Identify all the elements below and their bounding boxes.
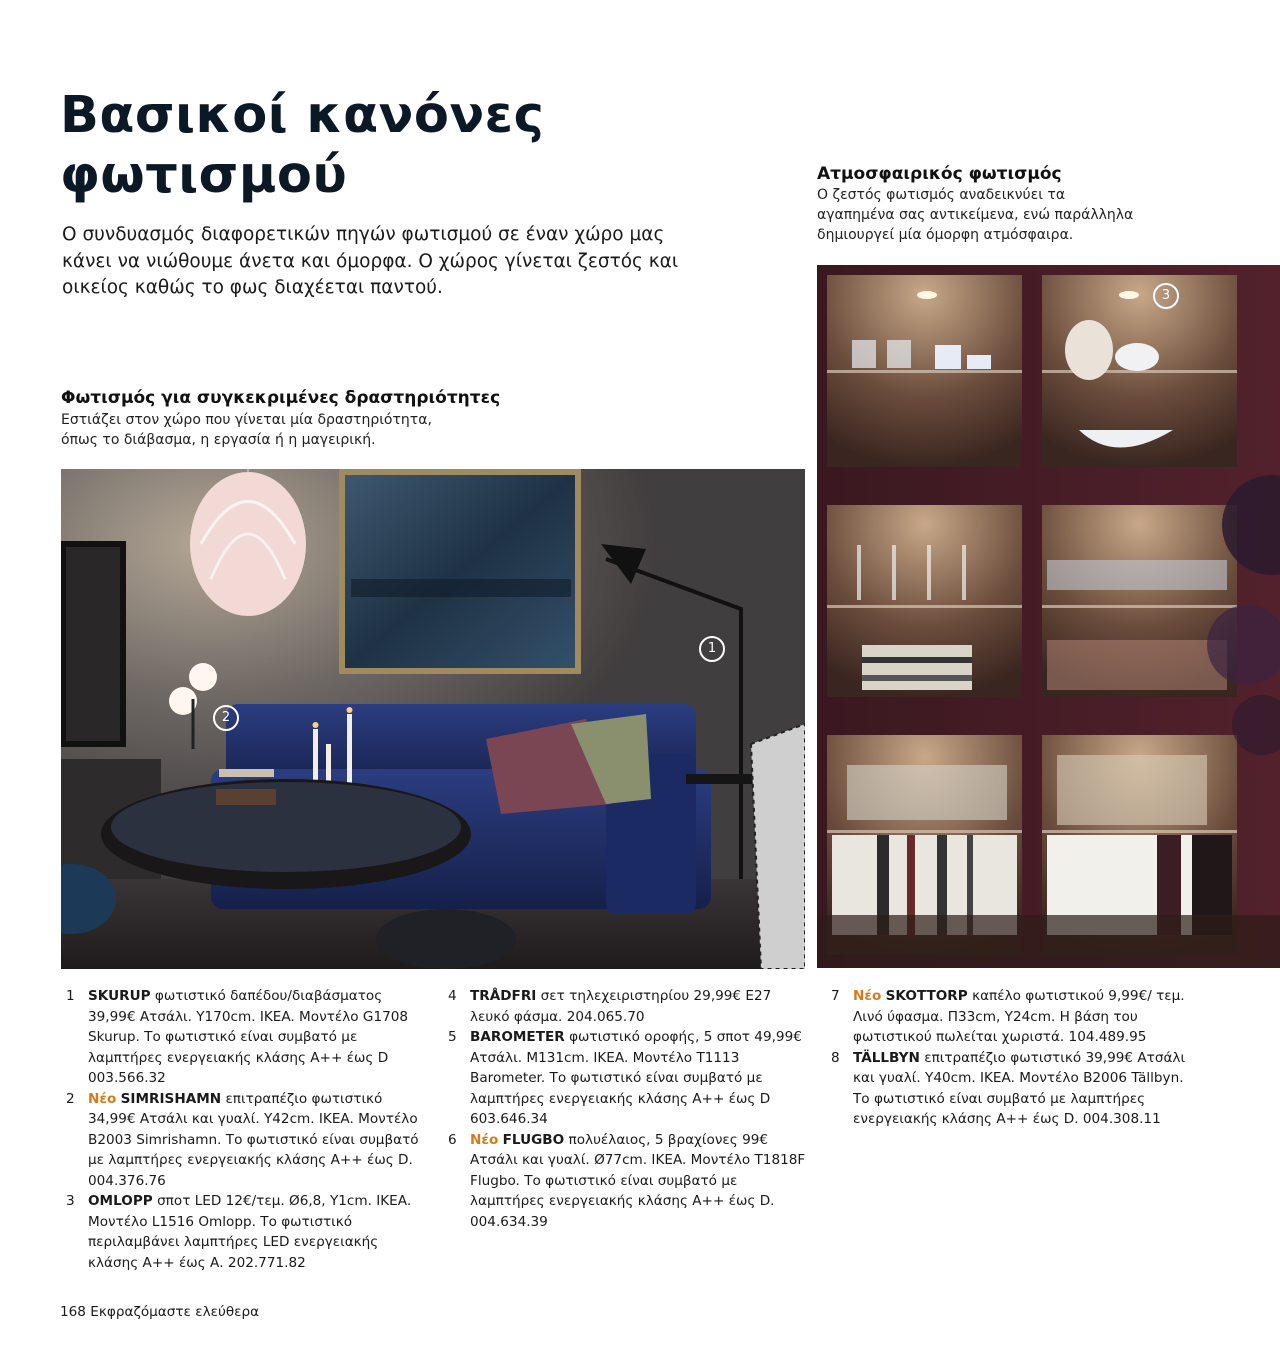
product-description: καπέλο φωτιστικού 9,99€/ τεμ. Λινό ύφασμα. Π33cm, Υ24cm. Η βάση του φωτιστικού πωλείται χωριστά. 104.489.95 bbox=[853, 988, 1185, 1045]
section-name: Εκφραζόμαστε ελεύθερα bbox=[90, 1304, 260, 1320]
intro-paragraph: Ο συνδυασμός διαφορετικών πηγών φωτισμού σε έναν χώρο μας κάνει να νιώθουμε άνετα και όμορφα. Ο χώρος γίνεται ζεστός και οικείος καθώς το φως διαχέεται παντού. bbox=[62, 224, 679, 298]
product-description: επιτραπέζιο φωτιστικό 39,99€ Ατσάλι και γυαλί. Υ40cm. IKEA. Μοντέλο B2006 Tällbyn. Το φωτιστικό είναι συμβατό με λαμπτήρες ενεργειακής κλάσης Α++ έως D. 004.308.11 bbox=[853, 1049, 1186, 1127]
product-list-column-2 bbox=[444, 986, 810, 1232]
task-lighting-description bbox=[61, 410, 432, 450]
product-list-column-1 bbox=[62, 986, 430, 1273]
product-description: επιτραπέζιο φωτιστικό 34,99€ Ατσάλι και γυαλί. Υ42cm. IKEA. Μοντέλο B2003 Simrishamn. Το φωτιστικό είναι συμβατό με λαμπτήρες ενεργειακής κλάσης Α++ έως D. 004.376.76 bbox=[88, 1090, 419, 1189]
new-badge: Νέο bbox=[88, 1090, 117, 1107]
product-number: 6 bbox=[448, 1131, 457, 1148]
product-name: TRÅDFRI bbox=[470, 988, 537, 1004]
ambient-lighting-description-line-3: δημιουργεί μία όμορφη ατμόσφαιρα. bbox=[817, 227, 1074, 243]
task-lighting-description-line-1: Εστιάζει στον χώρο που γίνεται μία δραστηριότητα, bbox=[61, 412, 432, 428]
product-name: SKOTTORP bbox=[885, 988, 968, 1004]
product-description: φωτιστικό οροφής, 5 σποτ 49,99€ Ατσάλι. M131cm. IKEA. Μοντέλο T1113 Barometer. Το φωτιστικό είναι συμβατό με λαμπτήρες ενεργειακής κλάσης Α++ έως D 603.646.34 bbox=[470, 1029, 802, 1127]
product-number: 4 bbox=[448, 988, 457, 1004]
product-number: 8 bbox=[831, 1049, 840, 1066]
product-item bbox=[444, 1027, 810, 1130]
ambient-lighting-heading: Ατμοσφαιρικός φωτισμός bbox=[817, 164, 1062, 184]
product-description: σποτ LED 12€/τεμ. Ø6,8, Y1cm. IKEA. Μοντέλο L1516 Omlopp. Το φωτιστικό περιλαμβάνει λαμπτήρες LED ενεργειακής κλάσης Α++ έως Α. 202.771.82 bbox=[88, 1193, 412, 1271]
product-name: SIMRISHAMN bbox=[120, 1090, 222, 1107]
product-number: 7 bbox=[831, 988, 840, 1004]
product-item bbox=[827, 986, 1187, 1048]
product-description: φωτιστικό δαπέδου/διαβάσματος 39,99€ Ατσάλι. Υ170cm. IKEA. Μοντέλο G1708 Skurup. Το φωτιστικό είναι συμβατό με λαμπτήρες ενεργειακής κλάσης Α++ έως D 003.566.32 bbox=[88, 988, 409, 1086]
page-title-line-2: φωτισμού bbox=[60, 146, 348, 205]
ambient-lighting-description bbox=[817, 185, 1133, 245]
living-room-photo bbox=[61, 469, 805, 969]
page-title-line-1: Βασικοί κανόνες bbox=[60, 86, 545, 145]
product-item bbox=[62, 1191, 430, 1273]
product-number: 5 bbox=[448, 1029, 457, 1045]
display-cabinet-photo bbox=[817, 265, 1280, 968]
task-lighting-heading: Φωτισμός για συγκεκριμένες δραστηριότητες bbox=[61, 388, 501, 408]
product-description: πολυέλαιος, 5 βραχίονες 99€ Ατσάλι και γυαλί. Ø77cm. IKEA. Μοντέλο T1818F Flugbo. Το φωτιστικό είναι συμβατό με λαμπτήρες ενεργειακής κλάσης Α++ έως D. 004.634.39 bbox=[470, 1131, 806, 1230]
product-item bbox=[444, 986, 810, 1027]
product-item bbox=[62, 986, 430, 1089]
page-number: 168 bbox=[60, 1304, 86, 1320]
product-item bbox=[444, 1130, 810, 1233]
product-name: OMLOPP bbox=[88, 1193, 153, 1209]
callout-2: 2 bbox=[213, 705, 239, 731]
product-name: BAROMETER bbox=[470, 1029, 565, 1045]
product-number: 3 bbox=[66, 1193, 75, 1209]
page-title bbox=[60, 86, 544, 206]
callout-1: 1 bbox=[699, 636, 725, 662]
product-name: FLUGBO bbox=[502, 1131, 565, 1148]
product-name: SKURUP bbox=[88, 988, 151, 1004]
product-list-column-3 bbox=[827, 986, 1187, 1130]
callout-3: 3 bbox=[1153, 283, 1179, 309]
new-badge: Νέο bbox=[853, 988, 882, 1004]
product-number: 2 bbox=[66, 1090, 75, 1107]
page-footer bbox=[60, 1302, 259, 1322]
product-item bbox=[62, 1089, 430, 1192]
product-name: TÄLLBYN bbox=[853, 1049, 920, 1066]
ambient-lighting-description-line-2: αγαπημένα σας αντικείμενα, ενώ παράλληλα bbox=[817, 207, 1134, 223]
product-description: σετ τηλεχειριστηρίου 29,99€ E27 λευκό φάσμα. 204.065.70 bbox=[470, 988, 772, 1025]
product-number: 1 bbox=[66, 988, 75, 1004]
new-badge: Νέο bbox=[470, 1131, 499, 1148]
task-lighting-description-line-2: όπως το διάβασμα, η εργασία ή η μαγειρική. bbox=[61, 432, 376, 448]
product-item bbox=[827, 1048, 1187, 1130]
ambient-lighting-description-line-1: Ο ζεστός φωτισμός αναδεικνύει τα bbox=[817, 187, 1066, 203]
